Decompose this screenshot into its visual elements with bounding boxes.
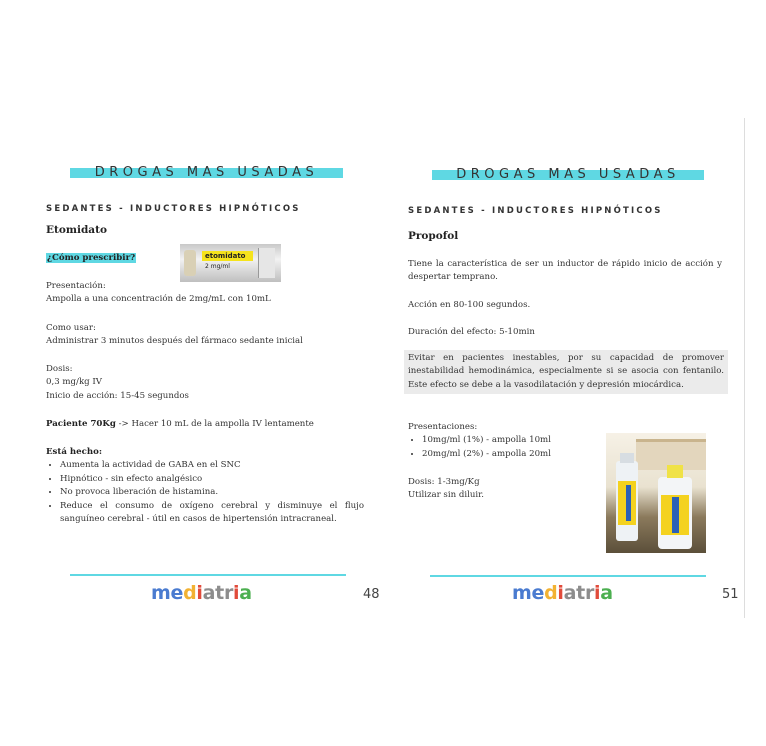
presentaciones-block [408,421,598,461]
list-item: • Reduce el consumo de oxígeno cerebral y disminuye el flujo sanguíneo cerebral - útil en casos de hipertensión intracraneal. [60,500,364,527]
logo-letter: a [239,582,252,604]
dosis-value: 0,3 mg/kg IV [46,377,102,388]
logo-letter: t [215,582,224,604]
page-51 [392,118,745,618]
ampoule-dose-text: 2 mg/ml [205,263,230,270]
page-number: 51 [722,587,739,602]
logo-letter: r [223,582,234,604]
logo-letter: m [151,582,171,604]
logo-letter: a [202,582,216,604]
drug-title: Propofol [408,230,459,242]
logo-letter: t [576,582,585,604]
vial-small-cap [620,453,634,463]
esta-hecho-label: Está hecho: [46,447,103,457]
dosis-block [46,363,366,403]
presentaciones-label: Presentaciones: [408,422,478,432]
section-subheader: SEDANTES - INDUCTORES HIPNÓTICOS [46,204,301,214]
paciente-line [46,418,366,431]
como-usar-text: Administrar 3 minutos después del fármaco sedante inicial [46,336,303,347]
propofol-vials-image [606,433,706,553]
vial-large [658,477,692,549]
dosis-label: Dosis: [46,364,73,374]
footer-line [70,574,346,576]
vial-small-band [626,485,631,521]
header-title: DROGAS MAS USADAS [94,165,319,180]
list-item: • 10mg/ml (1%) - ampolla 10ml [422,434,598,447]
ampoule-cap [184,250,196,276]
ampoule-drug-name: etomidato [205,252,246,260]
logo-letter: m [512,582,532,604]
list-item: • 20mg/ml (2%) - ampolla 20ml [422,448,598,461]
prescribe-label: ¿Cómo prescribir? [47,253,136,263]
page-48 [28,120,388,620]
esta-hecho-block [46,446,364,526]
como-usar-label: Como usar: [46,323,96,333]
list-item: • Aumenta la actividad de GABA en el SNC [60,459,364,472]
logo-letter: i [196,582,203,604]
logo-letter: a [600,582,613,604]
logo-letter: i [594,582,601,604]
drug-title: Etomidato [46,224,107,236]
presentacion-label: Presentación: [46,281,106,291]
vial-large-cap [667,465,683,478]
mediatria-logo [512,582,613,604]
list-item: • No provoca liberación de histamina. [60,486,364,499]
logo-letter: d [544,582,558,604]
ampoule-label-strip [202,251,253,261]
warning-box: Evitar en pacientes inestables, por su capacidad de promover inestabilidad hemodinámica, especialmente si se asocia con fentanilo. Este efecto se debe a la vasodilatación y depresión miocárdica. [404,350,728,394]
presentacion-block [46,280,366,307]
paciente-bold: Paciente 70Kg [46,419,116,429]
duracion-text: Duración del efecto: 5-10min [408,327,535,337]
page-header [432,164,704,186]
utilizar-text: Utilizar sin diluir. [408,490,485,501]
footer-line [430,575,706,577]
logo-letter: e [170,582,184,604]
list-item: • Hipnótico - sin efecto analgésico [60,473,364,486]
presentacion-text: Ampolla a una concentración de 2mg/mL con 10mL [46,294,271,305]
logo-letter: i [233,582,240,604]
logo-letter: i [557,582,564,604]
mediatria-logo [151,582,252,604]
logo-letter: r [584,582,595,604]
ampoule-neck [258,248,275,278]
page-number: 48 [363,587,380,602]
inicio-accion: Inicio de acción: 15-45 segundos [46,390,189,401]
logo-letter: a [563,582,577,604]
vial-large-band [672,497,679,533]
ampoule-image [180,244,281,282]
vial-small [616,461,638,541]
logo-letter: e [531,582,545,604]
page-header [70,162,343,184]
header-title: DROGAS MAS USADAS [456,167,680,182]
intro-paragraph: Tiene la característica de ser un inductor de rápido inicio de acción y despertar temprano. [408,259,722,283]
logo-letter: d [183,582,197,604]
presentaciones-list [408,434,598,461]
dosis-text: Dosis: 1-3mg/Kg [408,477,480,487]
facts-list [46,459,364,526]
como-usar-block [46,322,366,349]
section-subheader: SEDANTES - INDUCTORES HIPNÓTICOS [408,206,663,216]
paciente-text: -> Hacer 10 mL de la ampolla IV lentamente [115,419,314,429]
dosis-block [408,476,598,503]
accion-text: Acción en 80-100 segundos. [408,300,531,310]
